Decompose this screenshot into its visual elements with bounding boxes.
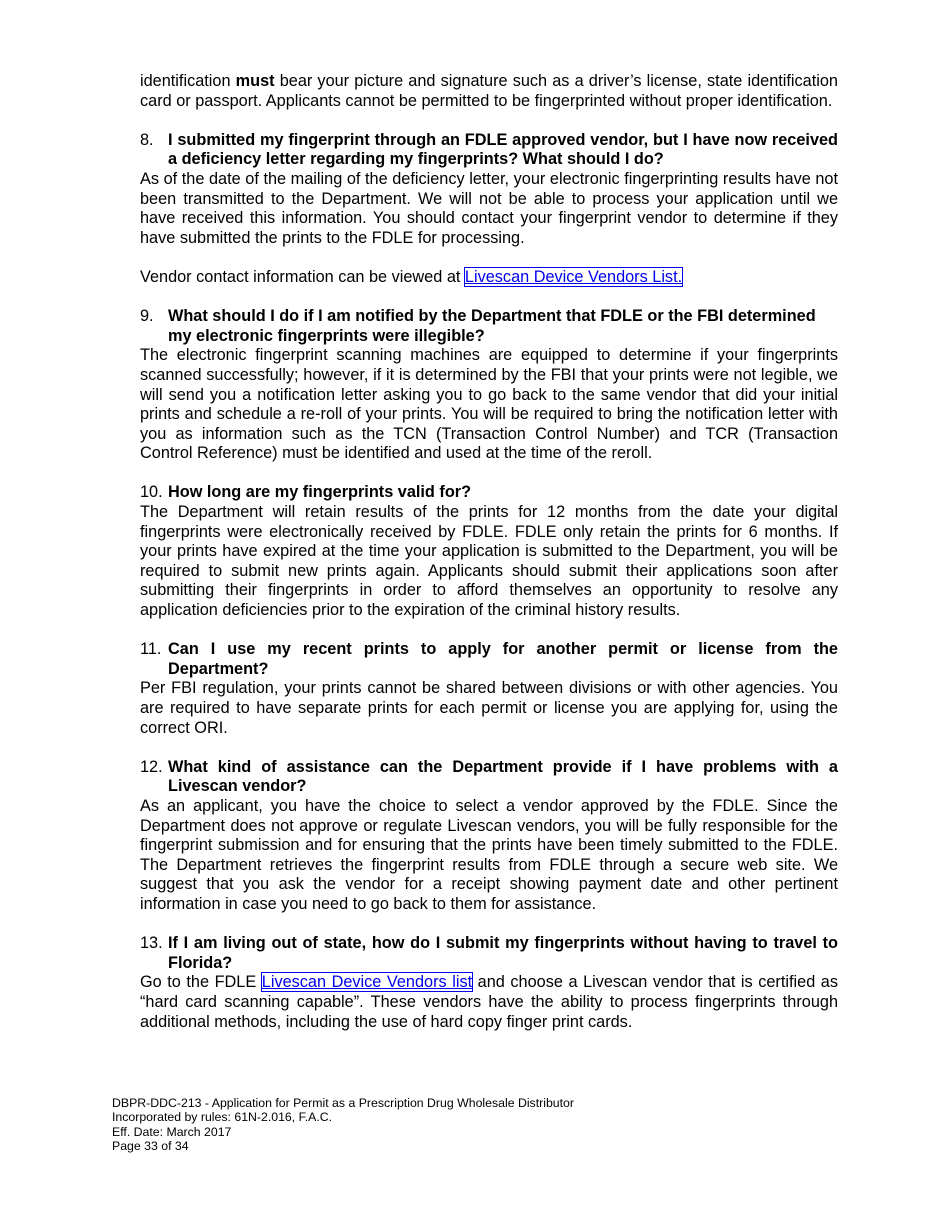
answer-text-end: and choose a Livescan vendor that is certified as “hard card scanning capable”. These vendors have the ability to process fingerprints through additional methods, including the use of hard copy finger print cards. xyxy=(140,973,838,1031)
faq-answer-8: As of the date of the mailing of the deficiency letter, your electronic fingerprinting results have not been transmitted to the Department. We will not be able to process your application until we have received this information. You should contact your fingerprint vendor to determine if they have submitted the prints to the FDLE for processing. xyxy=(140,169,838,247)
question-text: Can I use my recent prints to apply for another permit or license from the Department? xyxy=(168,640,838,678)
faq-answer-13 xyxy=(140,973,838,1032)
question-text: How long are my fingerprints valid for? xyxy=(168,483,472,502)
intro-bold-word: must xyxy=(235,72,275,90)
question-number: 9. xyxy=(140,307,154,326)
faq-question-9 xyxy=(140,307,838,346)
intro-paragraph xyxy=(140,72,838,111)
faq-answer-11: Per FBI regulation, your prints cannot be shared between divisions or with other agencies. You are required to have separate prints for each permit or license you are applying for, using the correct ORI. xyxy=(140,679,838,737)
faq-question-11 xyxy=(140,640,838,679)
footer-effective-date: Eff. Date: March 2017 xyxy=(112,1124,232,1139)
answer-text-start: Go to the FDLE xyxy=(140,973,262,992)
vendor-contact-text: Vendor contact information can be viewed at xyxy=(140,267,465,286)
question-text: What kind of assistance can the Department provide if I have problems with a Livescan vendor? xyxy=(168,757,838,796)
faq-answer-10: The Department will retain results of the prints for 12 months from the date your digital fingerprints were electronically received by FDLE. FDLE only retain the prints for 6 months. If your prints have expired at the time your application is submitted to the Department, you will be required to submit new prints again. Applicants should submit their applications soon after submitting their fingerprints in order to afford themselves an opportunity to resolve any application deficiencies prior to the expiration of the criminal history results. xyxy=(140,503,838,620)
question-number: 8. xyxy=(140,130,154,149)
faq-question-8 xyxy=(140,131,838,170)
question-text: If I am living out of state, how do I submit my fingerprints without having to travel to Florida? xyxy=(168,934,838,972)
question-text: What should I do if I am notified by the Department that FDLE or the FBI determined my electronic fingerprints were illegible? xyxy=(168,307,816,345)
question-number: 10. xyxy=(140,483,163,502)
faq-question-10 xyxy=(140,483,838,503)
intro-text-end: bear your picture and signature such as a driver’s license, state identification card or passport. Applicants cannot be permitted to be fingerprinted without proper identification. xyxy=(140,72,838,110)
document-body xyxy=(140,72,838,1052)
footer-form-title: DBPR-DDC-213 - Application for Permit as a Prescription Drug Wholesale Distributor xyxy=(112,1096,574,1110)
question-text: I submitted my fingerprint through an FDLE approved vendor, but I have now received a deficiency letter regarding my fingerprints? What should I do? xyxy=(168,130,838,169)
page-footer xyxy=(112,1096,574,1153)
faq-question-13 xyxy=(140,934,838,973)
vendor-contact-line xyxy=(140,268,838,288)
livescan-vendors-link[interactable]: Livescan Device Vendors List. xyxy=(464,267,683,286)
faq-answer-9: The electronic fingerprint scanning machines are equipped to determine if your fingerprints scanned successfully; however, if it is determined by the FBI that your prints were not legible, we will send you a notification letter asking you to go back to the same vendor that did your initial prints and schedule a re-roll of your prints. You will be required to bring the notification letter with you as information such as the TCN (Transaction Control Number) and TCR (Transaction Control Reference) must be identified and used at the time of the reroll. xyxy=(140,346,838,463)
question-number: 11. xyxy=(140,640,162,659)
livescan-vendors-list-link[interactable]: Livescan Device Vendors list xyxy=(261,973,473,992)
question-number: 13. xyxy=(140,934,163,953)
footer-rules: Incorporated by rules: 61N-2.016, F.A.C. xyxy=(112,1110,333,1125)
faq-question-12 xyxy=(140,758,838,797)
intro-text-start: identification xyxy=(140,72,236,90)
question-number: 12. xyxy=(140,757,163,776)
footer-page-number: Page 33 of 34 xyxy=(112,1138,189,1153)
faq-answer-12: As an applicant, you have the choice to select a vendor approved by the FDLE. Since the Department does not approve or regulate Livescan vendors, you will be fully responsible for the fingerprint submission and for ensuring that the prints have been timely submitted to the FDLE. The Department retrieves the fingerprint results from FDLE through a secure web site. We suggest that you ask the vendor for a receipt showing payment date and other pertinent information in case you need to go back to them for assistance. xyxy=(140,796,838,913)
